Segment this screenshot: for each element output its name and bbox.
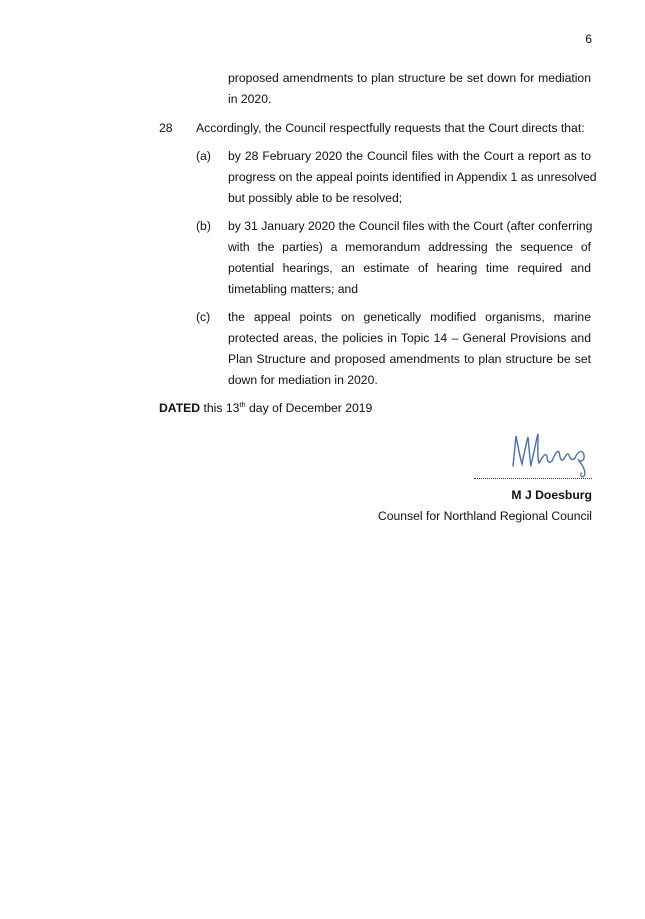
item-line: protected areas, the policies in Topic 14 – General Provisions and [228,331,591,345]
item-line: Plan Structure and proposed amendments to plan structure be set [228,352,591,366]
dated-label: DATED [159,401,201,415]
signatory-name: M J Doesburg [511,488,592,502]
item-line: but possibly able to be resolved; [228,191,403,205]
item-line: with the parties) a memorandum addressing the sequence of [228,240,591,254]
dated-line [159,400,372,416]
item-line: progress on the appeal points identified in Appendix 1 as unresolved [228,170,597,184]
item-line: by 28 February 2020 the Council files with the Court a report as to [228,149,591,163]
continuation-line: in 2020. [228,92,272,106]
page-number: 6 [585,32,592,46]
item-label: (a) [196,149,211,163]
dated-text-after: day of December 2019 [245,401,373,415]
signature-dots-text [474,470,592,480]
item-label: (b) [196,219,211,233]
item-line: by 31 January 2020 the Council files with the Court (after conferring [228,219,593,233]
dated-text-before: this 13 [200,401,240,415]
continuation-line: proposed amendments to plan structure be set down for mediation [228,71,591,85]
signatory-role: Counsel for Northland Regional Council [377,509,592,523]
dated-ordinal-suffix: th [239,399,246,409]
item-line: the appeal points on genetically modified organisms, marine [228,310,591,324]
paragraph-intro: Accordingly, the Council respectfully requests that the Court directs that: [196,121,585,135]
item-line: down for mediation in 2020. [228,373,378,387]
paragraph-number: 28 [159,121,173,135]
item-line: potential hearings, an estimate of hearing time required and [228,261,591,275]
item-label: (c) [196,310,211,324]
item-line: timetabling matters; and [228,282,359,296]
